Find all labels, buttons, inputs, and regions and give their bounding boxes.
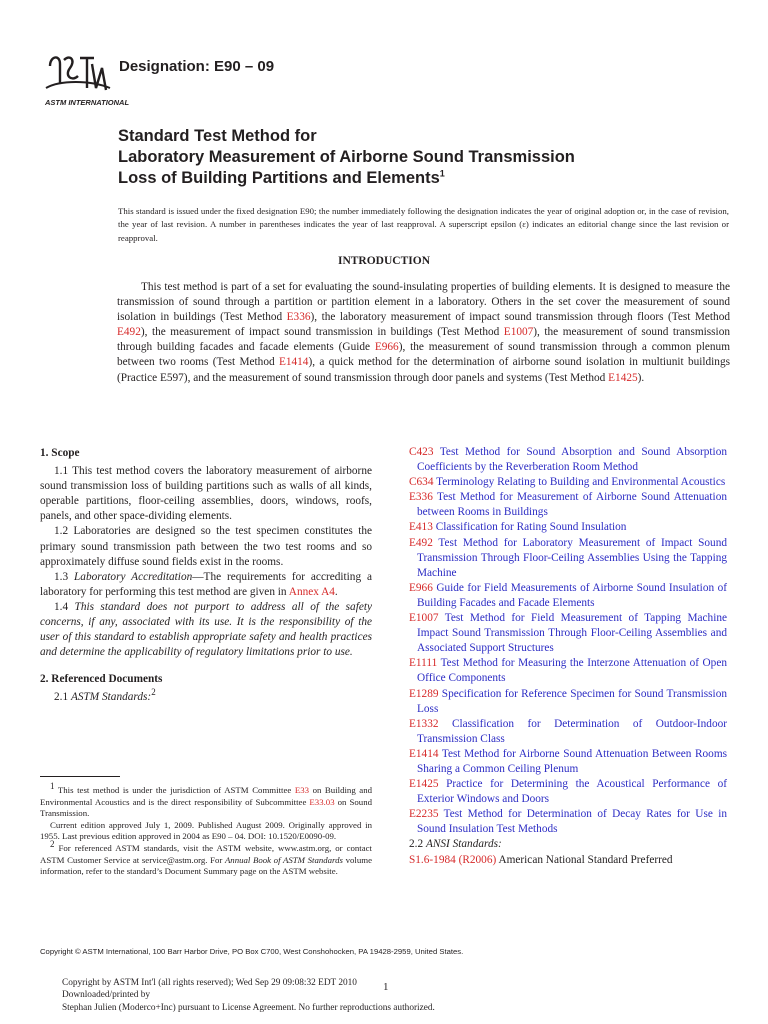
reference-title-link[interactable]: Test Method for Determination of Decay Rates for Use in Sound Insulation Test Methods (417, 808, 727, 836)
download-line-1: Copyright by ASTM Int'l (all rights reserved); Wed Sep 29 09:08:32 EDT 2010 (62, 978, 357, 988)
astm-reference-item (409, 611, 727, 656)
footnote-1: $^1$ This test method is under the jurisdiction of ASTM Committee E33 on Building and Environmental Acoustics and is the direct responsibility of Subcommittee E33.03 on Sound Transmission. (40, 781, 372, 819)
page-number: 1 (383, 981, 389, 993)
astm-reference-item (409, 581, 727, 611)
link-e33[interactable]: E33 (294, 785, 310, 795)
reference-title-link[interactable]: Guide for Field Measurements of Airborne Sound Insulation of Building Facades and Facade Elements (417, 581, 727, 609)
reference-code-link[interactable]: E1414 (409, 747, 439, 760)
reference-title-link[interactable]: Test Method for Laboratory Measurement of Impact Sound Transmission Through Floor-Ceiling Assemblies Using the Tapping Machine (417, 536, 727, 579)
ansi-standards-subheading: 2.2 ANSI Standards: (409, 838, 502, 851)
download-notice (62, 977, 435, 1014)
introduction-heading: INTRODUCTION (337, 255, 430, 267)
right-column (409, 445, 727, 868)
reference-title-link[interactable]: Specification for Reference Specimen for Sound Transmission Loss (417, 687, 727, 715)
reference-code-link[interactable]: E1332 (409, 717, 439, 730)
reference-title-link[interactable]: Classification for Determination of Outdoor-Indoor Transmission Class (417, 717, 727, 745)
footnote-divider (40, 776, 120, 777)
footnotes (40, 781, 372, 878)
logo-wordmark: ASTM INTERNATIONAL (45, 98, 130, 107)
scope-1-4: 1.4 This standard does not purport to address all of the safety concerns, if any, associated with its use. It is the responsibility of the user of this standard to establish appropriate safety and health practices and determine the applicability of regulatory limitations prior to use. (40, 600, 372, 659)
link-annex-a4[interactable]: Annex A4 (288, 585, 335, 598)
reference-code-link[interactable]: E1007 (409, 612, 439, 625)
download-line-2: Downloaded/printed by (62, 990, 151, 1001)
ansi-reference: S1.6-1984 (R2006) American National Standard Preferred (409, 853, 673, 866)
standard-notice: This standard is issued under the fixed designation E90; the number immediately following the designation indicates the year of original adoption or, in the case of revision, the year of last revision. A number in parentheses indicates the year of last reapproval. A superscript epsilon (ε) indicates an editorial change since the last revision or reapproval. (118, 206, 729, 243)
title-line-1: Standard Test Method for (118, 127, 317, 145)
introduction-paragraph: This test method is part of a set for evaluating the sound-insulating properties of building elements. It is designed to measure the transmission of sound through a partition or partition element in a laboratory. Others in the set cover the measurement of sound isolation in buildings (Test Method E336), the laboratory measurement of impact sound transmission through floors (Test Method E492), the measurement of impact sound transmission in buildings (Test Method E1007), the measurement of sound transmission through building facades and facade elements (Guide E966), the measurement of sound transmission through a common plenum between two rooms (Test Method E1414), a quick method for the determination of airborne sound isolation in multiunit buildings (Practice E597), and the measurement of sound transmission through door panels and systems (Test Method E1425). (117, 281, 730, 384)
link-e1425[interactable]: E1425 (608, 371, 638, 384)
astm-reference-item (409, 490, 727, 520)
reference-code-link[interactable]: E1425 (409, 778, 439, 791)
document-title (118, 126, 718, 189)
reference-code-link[interactable]: E413 (409, 521, 433, 534)
link-e492[interactable]: E492 (117, 326, 141, 339)
astm-reference-item (409, 656, 727, 686)
link-e1007[interactable]: E1007 (503, 326, 534, 339)
reference-code-link[interactable]: E1111 (409, 657, 438, 670)
reference-title-link[interactable]: Practice for Determining the Acoustical Performance of Exterior Windows and Doors (417, 778, 727, 806)
reference-title-link[interactable]: Test Method for Measuring the Interzone Attenuation of Open Office Components (417, 657, 727, 685)
astm-reference-item (409, 807, 727, 837)
astm-reference-item (409, 475, 727, 490)
reference-code-link[interactable]: E492 (409, 536, 433, 549)
left-column (40, 446, 372, 706)
astm-reference-item (409, 687, 727, 717)
reference-code-link[interactable]: C634 (409, 476, 434, 489)
astm-logo (40, 50, 130, 108)
astm-reference-item (409, 520, 727, 535)
astm-reference-item (409, 536, 727, 581)
reference-title-link[interactable]: Test Method for Field Measurement of Tapping Machine Impact Sound Transmission Through Floor-Ceiling Assemblies and Associated Support Structures (417, 612, 727, 655)
link-e966[interactable]: E966 (374, 341, 399, 354)
copyright-notice: Copyright © ASTM International, 100 Barr Harbor Drive, PO Box C700, West Conshohocken, PA 19428-2959, United States. (40, 947, 464, 956)
title-line-2: Laboratory Measurement of Airborne Sound Transmission (118, 148, 575, 166)
reference-code-link[interactable]: E2235 (409, 808, 439, 821)
link-e33-03[interactable]: E33.03 (309, 796, 335, 807)
referenced-documents-heading: 2. Referenced Documents (40, 673, 163, 686)
link-s1-6[interactable]: S1.6-1984 (R2006) (409, 853, 497, 866)
scope-heading: 1. Scope (40, 447, 80, 459)
reference-title-link[interactable]: Terminology Relating to Building and Environmental Acoustics (436, 476, 726, 489)
astm-reference-item (409, 777, 727, 807)
astm-standards-subheading: 2.1 ASTM Standards:$^2$ (54, 687, 156, 704)
title-line-3: Loss of Building Partitions and Elements$^1$ (118, 168, 445, 187)
reference-code-link[interactable]: C423 (409, 446, 434, 458)
reference-title-link[interactable]: Classification for Rating Sound Insulation (435, 521, 627, 534)
reference-code-link[interactable]: E966 (409, 581, 433, 594)
scope-1-3: 1.3 Laboratory Accreditation—The requirements for accrediting a laboratory for performing this test method are given in Annex A4. (40, 570, 372, 598)
astm-reference-item (409, 747, 727, 777)
reference-code-link[interactable]: E1289 (409, 687, 439, 700)
reference-title-link[interactable]: Test Method for Sound Absorption and Sound Absorption Coefficients by the Reverberation Room Method (417, 446, 727, 474)
designation: Designation: E90 – 09 (119, 58, 275, 75)
link-e1414[interactable]: E1414 (278, 356, 309, 369)
astm-reference-item (409, 717, 727, 747)
reference-code-link[interactable]: E336 (409, 491, 433, 504)
astm-reference-item (409, 445, 727, 475)
reference-title-link[interactable]: Test Method for Airborne Sound Attenuation Between Rooms Sharing a Common Ceiling Plenum (417, 747, 728, 775)
title-footnote-marker: 1 (439, 168, 445, 179)
footnote-2: $^2$ For referenced ASTM standards, visit the ASTM website, www.astm.org, or contact ASTM Customer Service at service@astm.org. For Annual Book of ASTM Standards volume information, refer to the standard’s Document Summary page on the ASTM website. (40, 839, 372, 877)
scope-1-1: 1.1 This test method covers the laboratory measurement of airborne sound transmission loss of building partitions such as walls of all kinds, operable partitions, floor-ceiling assemblies, doors, windows, roofs, panels, and other space-dividing elements. (40, 465, 372, 523)
link-e336[interactable]: E336 (286, 311, 311, 324)
scope-1-2: 1.2 Laboratories are designed so the test specimen constitutes the primary sound transmission path between the two test rooms and so approximately diffuse sound fields exist in the rooms. (40, 525, 372, 568)
download-line-3: Stephan Julien (Moderco+Inc) pursuant to License Agreement. No further reproductions authorized. (62, 1002, 435, 1013)
footnote-1-edition: Current edition approved July 1, 2009. Published August 2009. Originally approved in 1955. Last previous edition approved in 2004 as E90 – 04. DOI: 10.1520/E0090-09. (40, 819, 372, 842)
astm-reference-list (409, 445, 727, 837)
reference-title-link[interactable]: Test Method for Measurement of Airborne Sound Attenuation between Rooms in Buildings (417, 491, 727, 519)
